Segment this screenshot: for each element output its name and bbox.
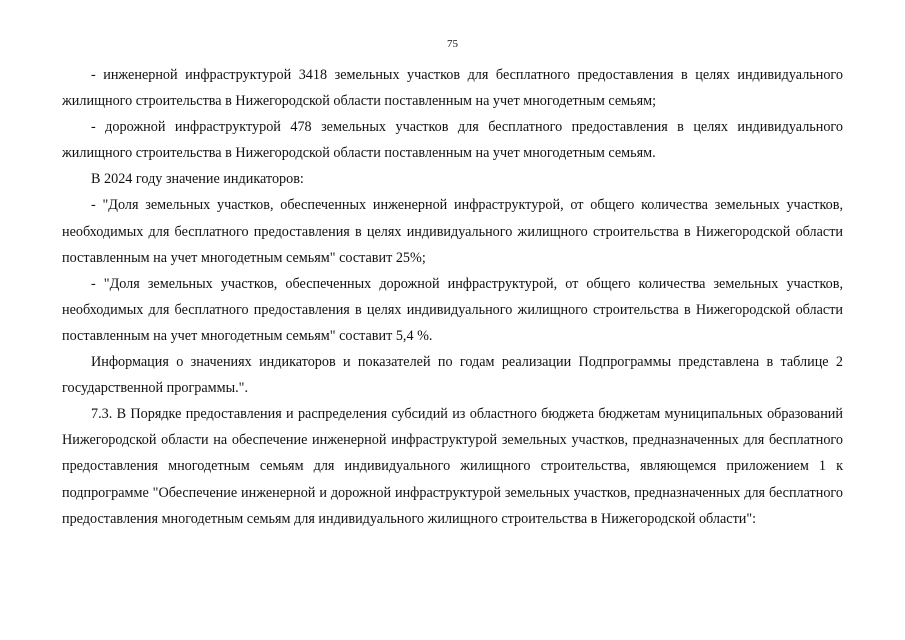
document-body: [62, 62, 843, 532]
paragraph-engineering-share: - "Доля земельных участков, обеспеченных инженерной инфраструктурой, от общего количества земельных участков, необходимых для бесплатного предоставления в целях индивидуального жилищного строительства в Нижегородской области поставленным на учет многодетным семьям" составит 25%;: [62, 197, 843, 266]
paragraph-engineering-infrastructure: - инженерной инфраструктурой 3418 земельных участков для бесплатного предоставления в целях индивидуального жилищного строительства в Нижегородской области поставленным на учет многодетным семьям;: [62, 67, 843, 110]
paragraph-section-7-3: 7.3. В Порядке предоставления и распределения субсидий из областного бюджета бюджетам муниципальных образований Нижегородской области на обеспечение инженерной инфраструктурой земельных участков, предназначенных для бесплатного предоставления многодетным семьям для индивидуального жилищного строительства, являющемся приложением 1 к подпрограмме "Обеспечение инженерной и дорожной инфраструктурой земельных участков, предназначенных для бесплатного предоставления многодетным семьям для индивидуального жилищного строительства в Нижегородской области":: [62, 406, 843, 527]
paragraph-indicators-2024: В 2024 году значение индикаторов:: [91, 171, 304, 188]
paragraph-table-reference: Информация о значениях индикаторов и показателей по годам реализации Подпрограммы представлена в таблице 2 государственной программы.".: [62, 354, 843, 397]
paragraph-road-infrastructure: - дорожной инфраструктурой 478 земельных участков для бесплатного предоставления в целях индивидуального жилищного строительства в Нижегородской области поставленным на учет многодетным семьям.: [62, 119, 843, 162]
page-number: 75: [447, 38, 458, 50]
paragraph-road-share: - "Доля земельных участков, обеспеченных дорожной инфраструктурой, от общего количества земельных участков, необходимых для бесплатного предоставления в целях индивидуального жилищного строительства в Нижегородской области поставленным на учет многодетным семьям" составит 5,4 %.: [62, 275, 843, 344]
